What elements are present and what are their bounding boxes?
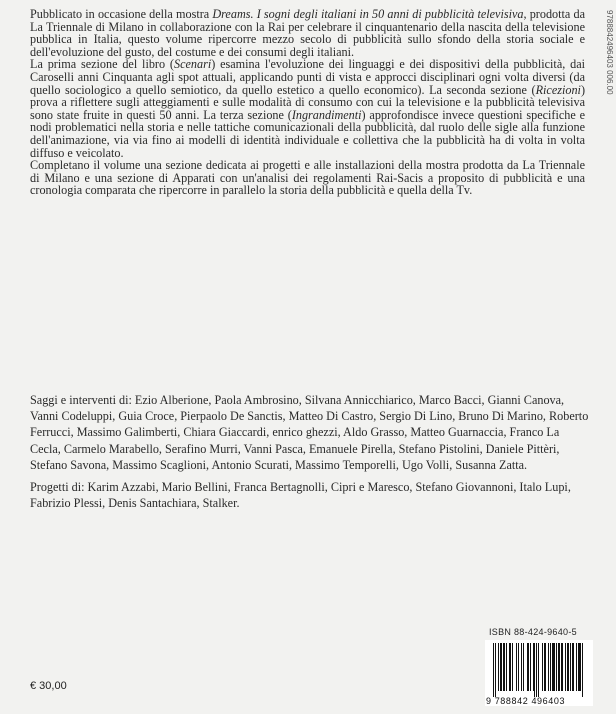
section-name-scenari: Scenari xyxy=(173,57,212,72)
intro-paragraph-3: Completano il volume una sezione dedicata ai progetti e alle installazioni della mostra prodotta da La Triennale di Milano e una sezione di Apparati con un'analisi dei regolamenti Rai-Sacis a proposito di pubblicità e una cronologia comparata che ripercorre in parallelo la storia della pubblicità e quella della Tv. xyxy=(30,158,585,198)
edge-code: 9788842496403 006.00 xyxy=(605,10,614,95)
intro-paragraph-2 xyxy=(30,58,585,159)
intro-paragraph-1 xyxy=(30,8,585,58)
credits-block xyxy=(30,392,590,517)
intro-text: ) approfondisce invece questioni specifiche e nodi problematici nella storia e nelle tattiche comunicazionali della pubblicità, dal ruolo delle sigle alla funzione dell'animazione, via via fino ai modelli di identità individuale e collettiva che la pubblicità ha di volta in volta diffuso e veicolato. xyxy=(30,107,585,160)
description-text xyxy=(30,8,585,197)
intro-text: ) prova a riflettere sugli atteggiamenti e sulle modalità di consumo con cui la televisione e la pubblicità televisiva sono state fruite in questi 50 anni. La terza sezione ( xyxy=(30,82,585,122)
price: € 30,00 xyxy=(30,680,67,692)
barcode-panel xyxy=(485,640,593,706)
intro-text: Pubblicato in occasione della mostra xyxy=(30,7,213,21)
section-name-ricezioni: Ricezioni xyxy=(535,82,581,97)
intro-text: ) esamina l'evoluzione dei linguaggi e dei dispositivi della pubblicità, dai Caroselli anni Cinquanta agli spot attuali, applicando punti di vista e approcci disciplinari ogni volta diversi (da quello sociologico a quello semiotico, da quello estetico a quello economico). La seconda sezione ( xyxy=(30,57,585,97)
isbn-label: ISBN 88-424-9640-5 xyxy=(489,627,577,637)
barcode-bars xyxy=(493,643,589,695)
exhibition-title: Dreams. I sogni degli italiani in 50 anni di pubblicità televisiva xyxy=(212,7,524,21)
intro-text: , prodotta da La Triennale di Milano in collaborazione con la Rai per celebrare il cinquantenario della nascita della televisione pubblica in Italia, questo volume ripercorre mezzo secolo di pubblicità sullo sfondo della storia sociale e dell'evoluzione del gusto, del costume e dei consumi degli italiani. xyxy=(30,7,585,59)
intro-text: La prima sezione del libro ( xyxy=(30,57,174,72)
essays-credits: Saggi e interventi di: Ezio Alberione, Paola Ambrosino, Silvana Annicchiarico, Marco Bacci, Gianni Canova, Vanni Codeluppi, Guia Croce, Pierpaolo De Sanctis, Matteo Di Castro, Sergio Di Lino, Bruno Di Marino, Roberto Ferrucci, Massimo Galimberti, Chiara Giaccardi, enrico ghezzi, Aldo Grasso, Matteo Guarnaccia, Franco La Cecla, Carmelo Marabello, Serafino Murri, Vanni Pasca, Emanuele Pirella, Stefano Pistolini, Daniele Pittèri, Stefano Savona, Massimo Scaglioni, Antonio Scurati, Massimo Temporelli, Ugo Volli, Susanna Zatta. xyxy=(30,393,589,472)
section-name-ingrandimenti: Ingrandimenti xyxy=(291,107,362,122)
barcode-block xyxy=(485,627,593,708)
barcode-digits: 9 788842 496403 xyxy=(486,696,566,706)
projects-credits: Progetti di: Karim Azzabi, Mario Bellini, Franca Bertagnolli, Cipri e Maresco, Stefano Giovannoni, Italo Lupi, Fabrizio Plessi, Denis Santachiara, Stalker. xyxy=(30,480,571,511)
barcode-bar xyxy=(583,643,584,691)
